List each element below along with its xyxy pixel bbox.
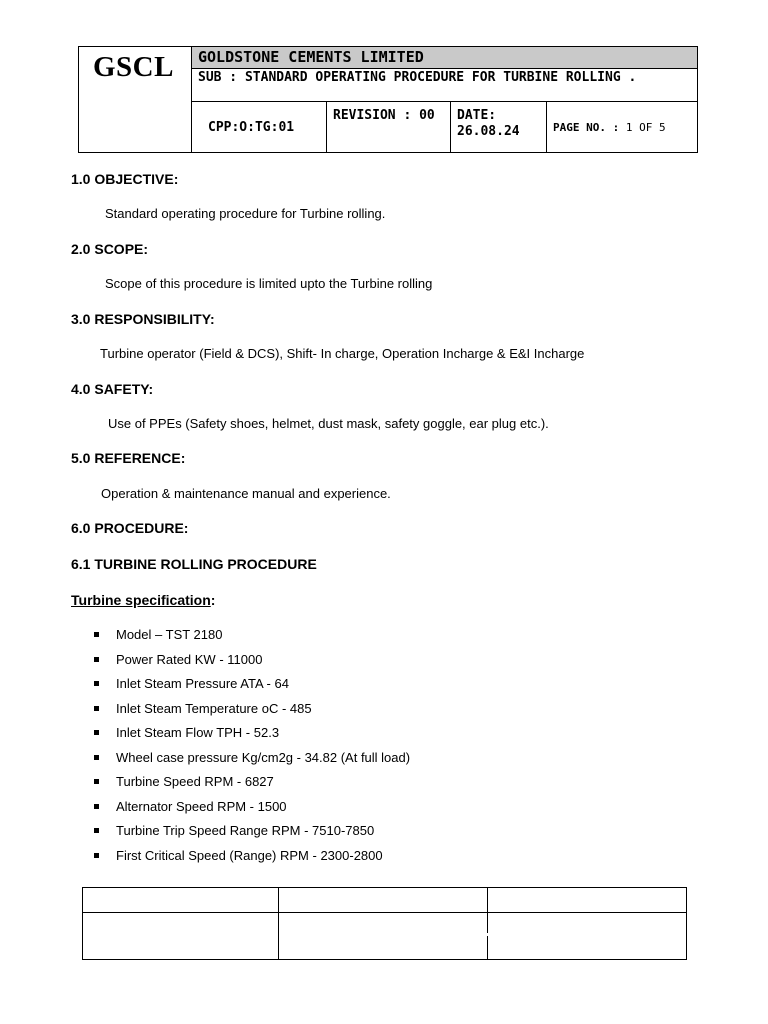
bullet-icon — [94, 632, 99, 637]
spec-item-text: Inlet Steam Flow TPH - 52.3 — [116, 725, 280, 740]
spec-list — [94, 626, 410, 871]
subsection-heading: 6.1 TURBINE ROLLING PROCEDURE — [71, 556, 317, 572]
list-item — [94, 651, 410, 676]
empty-table — [82, 887, 687, 960]
page-label: PAGE NO. : — [553, 121, 620, 134]
list-item — [94, 822, 410, 847]
section-heading-reference: 5.0 REFERENCE: — [71, 450, 186, 466]
spec-item-text: Wheel case pressure Kg/cm2g - 34.82 (At full load) — [116, 749, 411, 765]
bullet-icon — [94, 681, 99, 686]
doc-code-cell — [192, 102, 327, 152]
section-text-reference: Operation & maintenance manual and experience. — [101, 486, 391, 501]
spec-title — [71, 592, 215, 608]
bullet-icon — [94, 706, 99, 711]
date: DATE: 26.08.24 — [457, 108, 520, 139]
revision: REVISION : 00 — [333, 108, 435, 123]
bullet-icon — [94, 804, 99, 809]
list-item — [94, 700, 410, 725]
table-column-divider — [487, 888, 488, 933]
revision-cell — [327, 102, 451, 152]
page-number-cell — [547, 102, 697, 152]
list-item — [94, 773, 410, 798]
spec-item-text: First Critical Speed (Range) RPM - 2300-2800 — [116, 847, 383, 863]
bullet-icon — [94, 853, 99, 858]
company-name: GOLDSTONE CEMENTS LIMITED — [198, 48, 424, 66]
spec-item-text: Power Rated KW - 11000 — [116, 651, 263, 667]
company-name-cell — [192, 47, 697, 69]
list-item — [94, 847, 410, 872]
section-text-safety: Use of PPEs (Safety shoes, helmet, dust mask, safety goggle, ear plug etc.). — [108, 416, 549, 431]
section-text-responsibility: Turbine operator (Field & DCS), Shift- In charge, Operation Incharge & E&I Incharge — [100, 346, 585, 361]
list-item — [94, 724, 410, 749]
spec-item-text: Turbine Speed RPM - 6827 — [116, 774, 274, 789]
spec-title-colon: : — [210, 592, 216, 608]
section-text-scope: Scope of this procedure is limited upto the Turbine rolling — [105, 276, 433, 291]
doc-code: CPP:O:TG:01 — [208, 120, 295, 135]
logo-text: GSCL — [93, 51, 174, 83]
spec-item-text: Model – TST 2180 — [116, 627, 223, 642]
section-heading-objective: 1.0 OBJECTIVE: — [71, 171, 179, 187]
bullet-icon — [94, 657, 99, 662]
spec-item-text: Alternator Speed RPM - 1500 — [116, 798, 287, 814]
table-column-divider — [278, 888, 279, 959]
list-item — [94, 675, 410, 700]
section-heading-safety: 4.0 SAFETY: — [71, 381, 154, 397]
date-cell — [451, 102, 547, 152]
list-item — [94, 626, 410, 651]
section-heading-scope: 2.0 SCOPE: — [71, 241, 149, 257]
company-logo — [79, 47, 192, 152]
spec-title-text: Turbine specification — [71, 592, 211, 608]
document-header — [78, 46, 698, 153]
bullet-icon — [94, 730, 99, 735]
list-item — [94, 798, 410, 823]
subject-cell — [192, 69, 697, 102]
table-row-divider — [83, 912, 686, 913]
bullet-icon — [94, 779, 99, 784]
header-meta-row — [192, 102, 697, 152]
spec-item-text: Inlet Steam Temperature oC - 485 — [116, 700, 312, 716]
bullet-icon — [94, 828, 99, 833]
page-value: 1 OF 5 — [625, 121, 666, 134]
bullet-icon — [94, 755, 99, 760]
subject-text: SUB : STANDARD OPERATING PROCEDURE FOR TURBINE ROLLING . — [198, 70, 637, 85]
section-text-objective: Standard operating procedure for Turbine rolling. — [105, 206, 386, 221]
section-heading-procedure: 6.0 PROCEDURE: — [71, 520, 189, 536]
spec-item-text: Turbine Trip Speed Range RPM - 7510-7850 — [116, 823, 375, 838]
section-heading-responsibility: 3.0 RESPONSIBILITY: — [71, 311, 215, 327]
spec-item-text: Inlet Steam Pressure ATA - 64 — [116, 676, 289, 691]
list-item — [94, 749, 410, 774]
table-column-divider — [487, 936, 488, 959]
